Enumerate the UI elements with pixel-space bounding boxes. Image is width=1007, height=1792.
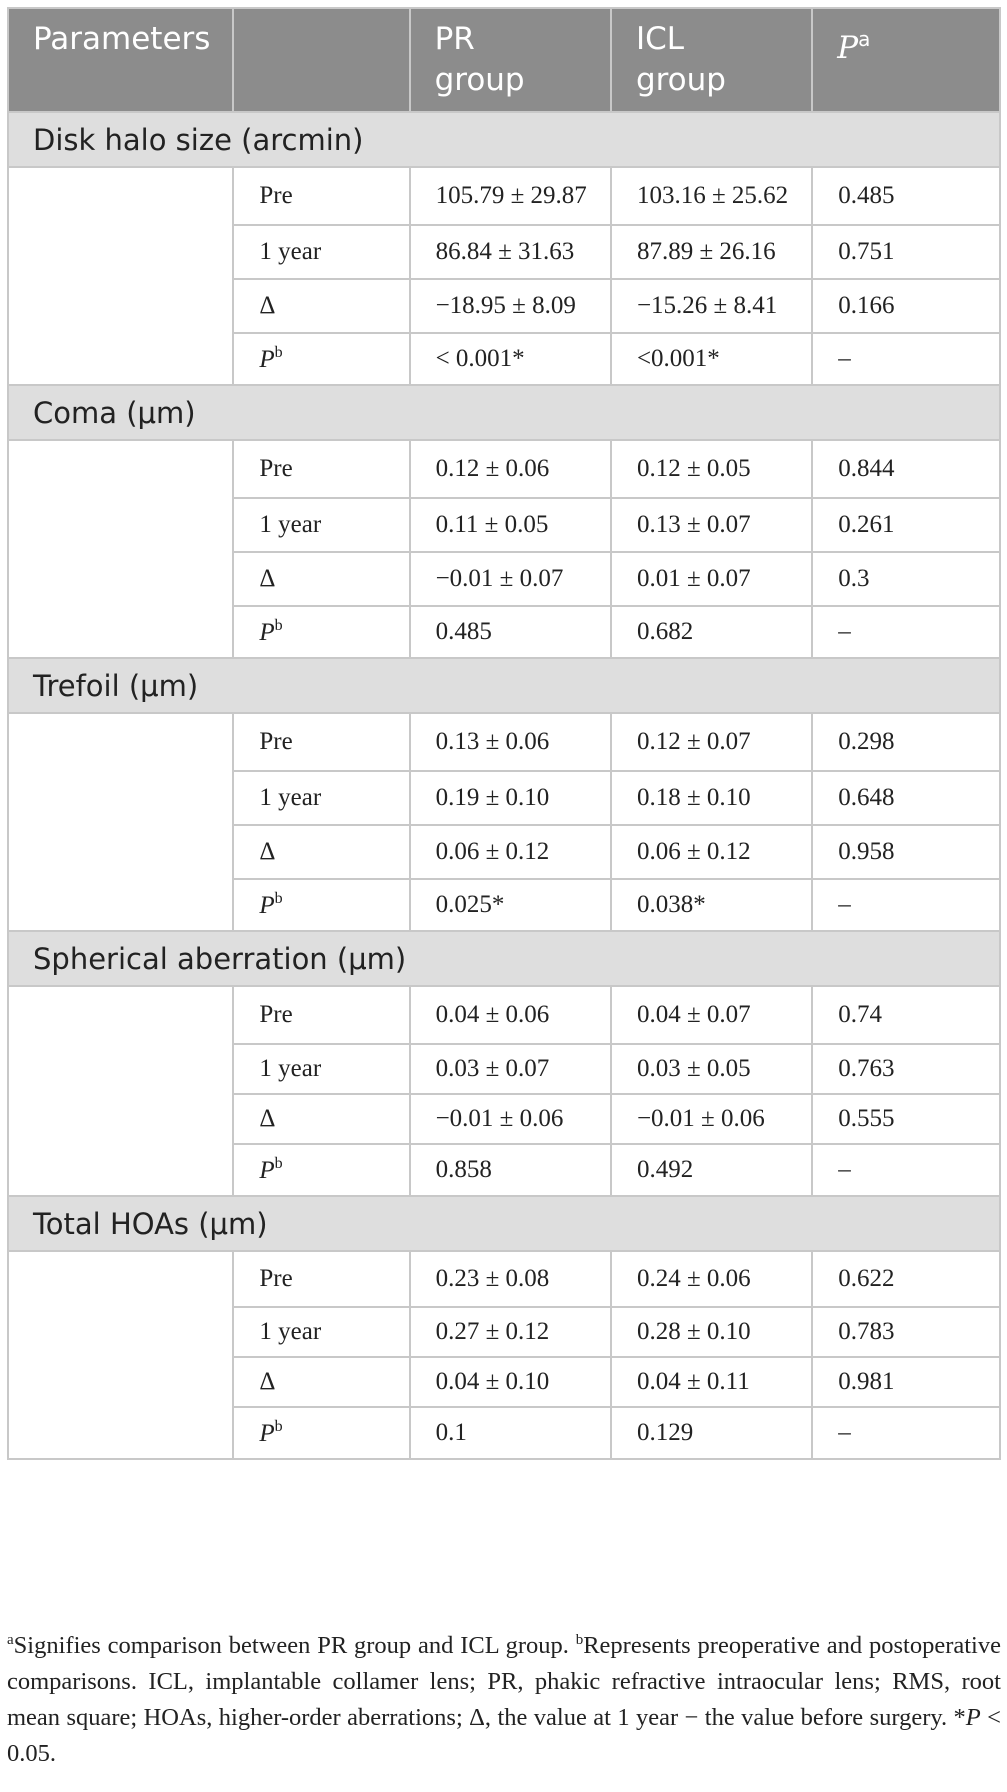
row-label: Pre: [233, 986, 409, 1044]
pr-group-value: 0.06 ± 0.12: [410, 825, 611, 879]
p-value: 0.555: [812, 1094, 1000, 1144]
row-label: Pre: [233, 167, 409, 225]
p-value: 0.485: [812, 167, 1000, 225]
blank-cell: [8, 440, 233, 658]
blank-cell: [8, 1251, 233, 1459]
icl-group-value: 0.04 ± 0.07: [611, 986, 812, 1044]
pr-group-value: 105.79 ± 29.87: [410, 167, 611, 225]
p-value: 0.958: [812, 825, 1000, 879]
row-label: 1 year: [233, 498, 409, 552]
section-title: Total HOAs (μm): [8, 1196, 1000, 1251]
section-title: Coma (μm): [8, 385, 1000, 440]
row-label: $P^b$: [233, 879, 409, 931]
icl-group-value: 0.129: [611, 1407, 812, 1459]
p-value: 0.763: [812, 1044, 1000, 1094]
header-p-value: $P^a$: [812, 8, 1000, 112]
icl-group-value: 0.682: [611, 606, 812, 658]
header-row: [8, 8, 1000, 112]
icl-group-value: 87.89 ± 26.16: [611, 225, 812, 279]
row-label: 1 year: [233, 1044, 409, 1094]
icl-group-value: 0.492: [611, 1144, 812, 1196]
p-value: 0.261: [812, 498, 1000, 552]
row-label: Δ: [233, 1357, 409, 1407]
icl-group-value: 0.01 ± 0.07: [611, 552, 812, 606]
row-label: Δ: [233, 552, 409, 606]
p-value: –: [812, 1407, 1000, 1459]
p-value: 0.166: [812, 279, 1000, 333]
p-value: 0.298: [812, 713, 1000, 771]
pr-group-value: 0.04 ± 0.06: [410, 986, 611, 1044]
p-value: 0.622: [812, 1251, 1000, 1307]
icl-group-value: 0.28 ± 0.10: [611, 1307, 812, 1357]
section-header-row: [8, 1196, 1000, 1251]
p-value: 0.648: [812, 771, 1000, 825]
icl-group-value: 103.16 ± 25.62: [611, 167, 812, 225]
results-table: [7, 7, 1001, 1460]
table-body: [8, 112, 1000, 1459]
table-row: [8, 440, 1000, 498]
icl-group-value: 0.038*: [611, 879, 812, 931]
blank-cell: [8, 713, 233, 931]
row-label: 1 year: [233, 225, 409, 279]
section-header-row: [8, 658, 1000, 713]
pr-group-value: 0.23 ± 0.08: [410, 1251, 611, 1307]
table-footnote: $^a$Signifies comparison between PR group and ICL group. $^b$Represents preoperative and postoperative comparisons. ICL, implantable collamer lens; PR, phakic refractive intraocular lens; RMS, root mean square; HOAs, higher-order aberrations; Δ, the value at 1 year − the value before surgery. *P < 0.05.: [7, 1632, 1001, 1767]
icl-group-value: 0.18 ± 0.10: [611, 771, 812, 825]
row-label: $P^b$: [233, 1144, 409, 1196]
header-parameters: Parameters: [8, 8, 233, 112]
table-row: [8, 713, 1000, 771]
pr-group-value: 0.11 ± 0.05: [410, 498, 611, 552]
icl-group-value: −0.01 ± 0.06: [611, 1094, 812, 1144]
p-value: –: [812, 1144, 1000, 1196]
results-table-container: [7, 7, 1001, 1460]
table-row: [8, 167, 1000, 225]
table-row: [8, 986, 1000, 1044]
row-label: Pre: [233, 440, 409, 498]
section-title: Disk halo size (arcmin): [8, 112, 1000, 167]
pr-group-value: 0.19 ± 0.10: [410, 771, 611, 825]
row-label: $P^b$: [233, 1407, 409, 1459]
row-label: Δ: [233, 1094, 409, 1144]
row-label: Δ: [233, 825, 409, 879]
icl-group-value: 0.24 ± 0.06: [611, 1251, 812, 1307]
pr-group-value: 0.27 ± 0.12: [410, 1307, 611, 1357]
p-value: 0.783: [812, 1307, 1000, 1357]
icl-group-value: 0.12 ± 0.07: [611, 713, 812, 771]
section-header-row: [8, 385, 1000, 440]
row-label: Δ: [233, 279, 409, 333]
pr-group-value: −18.95 ± 8.09: [410, 279, 611, 333]
pr-group-value: 0.04 ± 0.10: [410, 1357, 611, 1407]
section-title: Trefoil (μm): [8, 658, 1000, 713]
section-header-row: [8, 931, 1000, 986]
section-title: Spherical aberration (μm): [8, 931, 1000, 986]
icl-group-value: −15.26 ± 8.41: [611, 279, 812, 333]
p-value: 0.844: [812, 440, 1000, 498]
icl-group-value: 0.13 ± 0.07: [611, 498, 812, 552]
p-value: –: [812, 879, 1000, 931]
pr-group-value: 0.1: [410, 1407, 611, 1459]
header-pr-group: PR group: [410, 8, 611, 112]
pr-group-value: −0.01 ± 0.07: [410, 552, 611, 606]
row-label: 1 year: [233, 1307, 409, 1357]
row-label: $P^b$: [233, 333, 409, 385]
table-row: [8, 1251, 1000, 1307]
header-icl-group: ICL group: [611, 8, 812, 112]
row-label: 1 year: [233, 771, 409, 825]
icl-group-value: 0.06 ± 0.12: [611, 825, 812, 879]
blank-cell: [8, 986, 233, 1196]
row-label: $P^b$: [233, 606, 409, 658]
row-label: Pre: [233, 1251, 409, 1307]
icl-group-value: 0.03 ± 0.05: [611, 1044, 812, 1094]
p-value: –: [812, 333, 1000, 385]
pr-group-value: < 0.001*: [410, 333, 611, 385]
pr-group-value: 0.12 ± 0.06: [410, 440, 611, 498]
pr-group-value: 0.485: [410, 606, 611, 658]
icl-group-value: <0.001*: [611, 333, 812, 385]
p-value: 0.74: [812, 986, 1000, 1044]
p-value: 0.3: [812, 552, 1000, 606]
pr-group-value: −0.01 ± 0.06: [410, 1094, 611, 1144]
row-label: Pre: [233, 713, 409, 771]
pr-group-value: 0.858: [410, 1144, 611, 1196]
p-value: –: [812, 606, 1000, 658]
icl-group-value: 0.04 ± 0.11: [611, 1357, 812, 1407]
p-value: 0.751: [812, 225, 1000, 279]
blank-cell: [8, 167, 233, 385]
pr-group-value: 0.13 ± 0.06: [410, 713, 611, 771]
p-value: 0.981: [812, 1357, 1000, 1407]
pr-group-value: 0.03 ± 0.07: [410, 1044, 611, 1094]
pr-group-value: 0.025*: [410, 879, 611, 931]
pr-group-value: 86.84 ± 31.63: [410, 225, 611, 279]
icl-group-value: 0.12 ± 0.05: [611, 440, 812, 498]
header-sublabel: [233, 8, 409, 112]
section-header-row: [8, 112, 1000, 167]
